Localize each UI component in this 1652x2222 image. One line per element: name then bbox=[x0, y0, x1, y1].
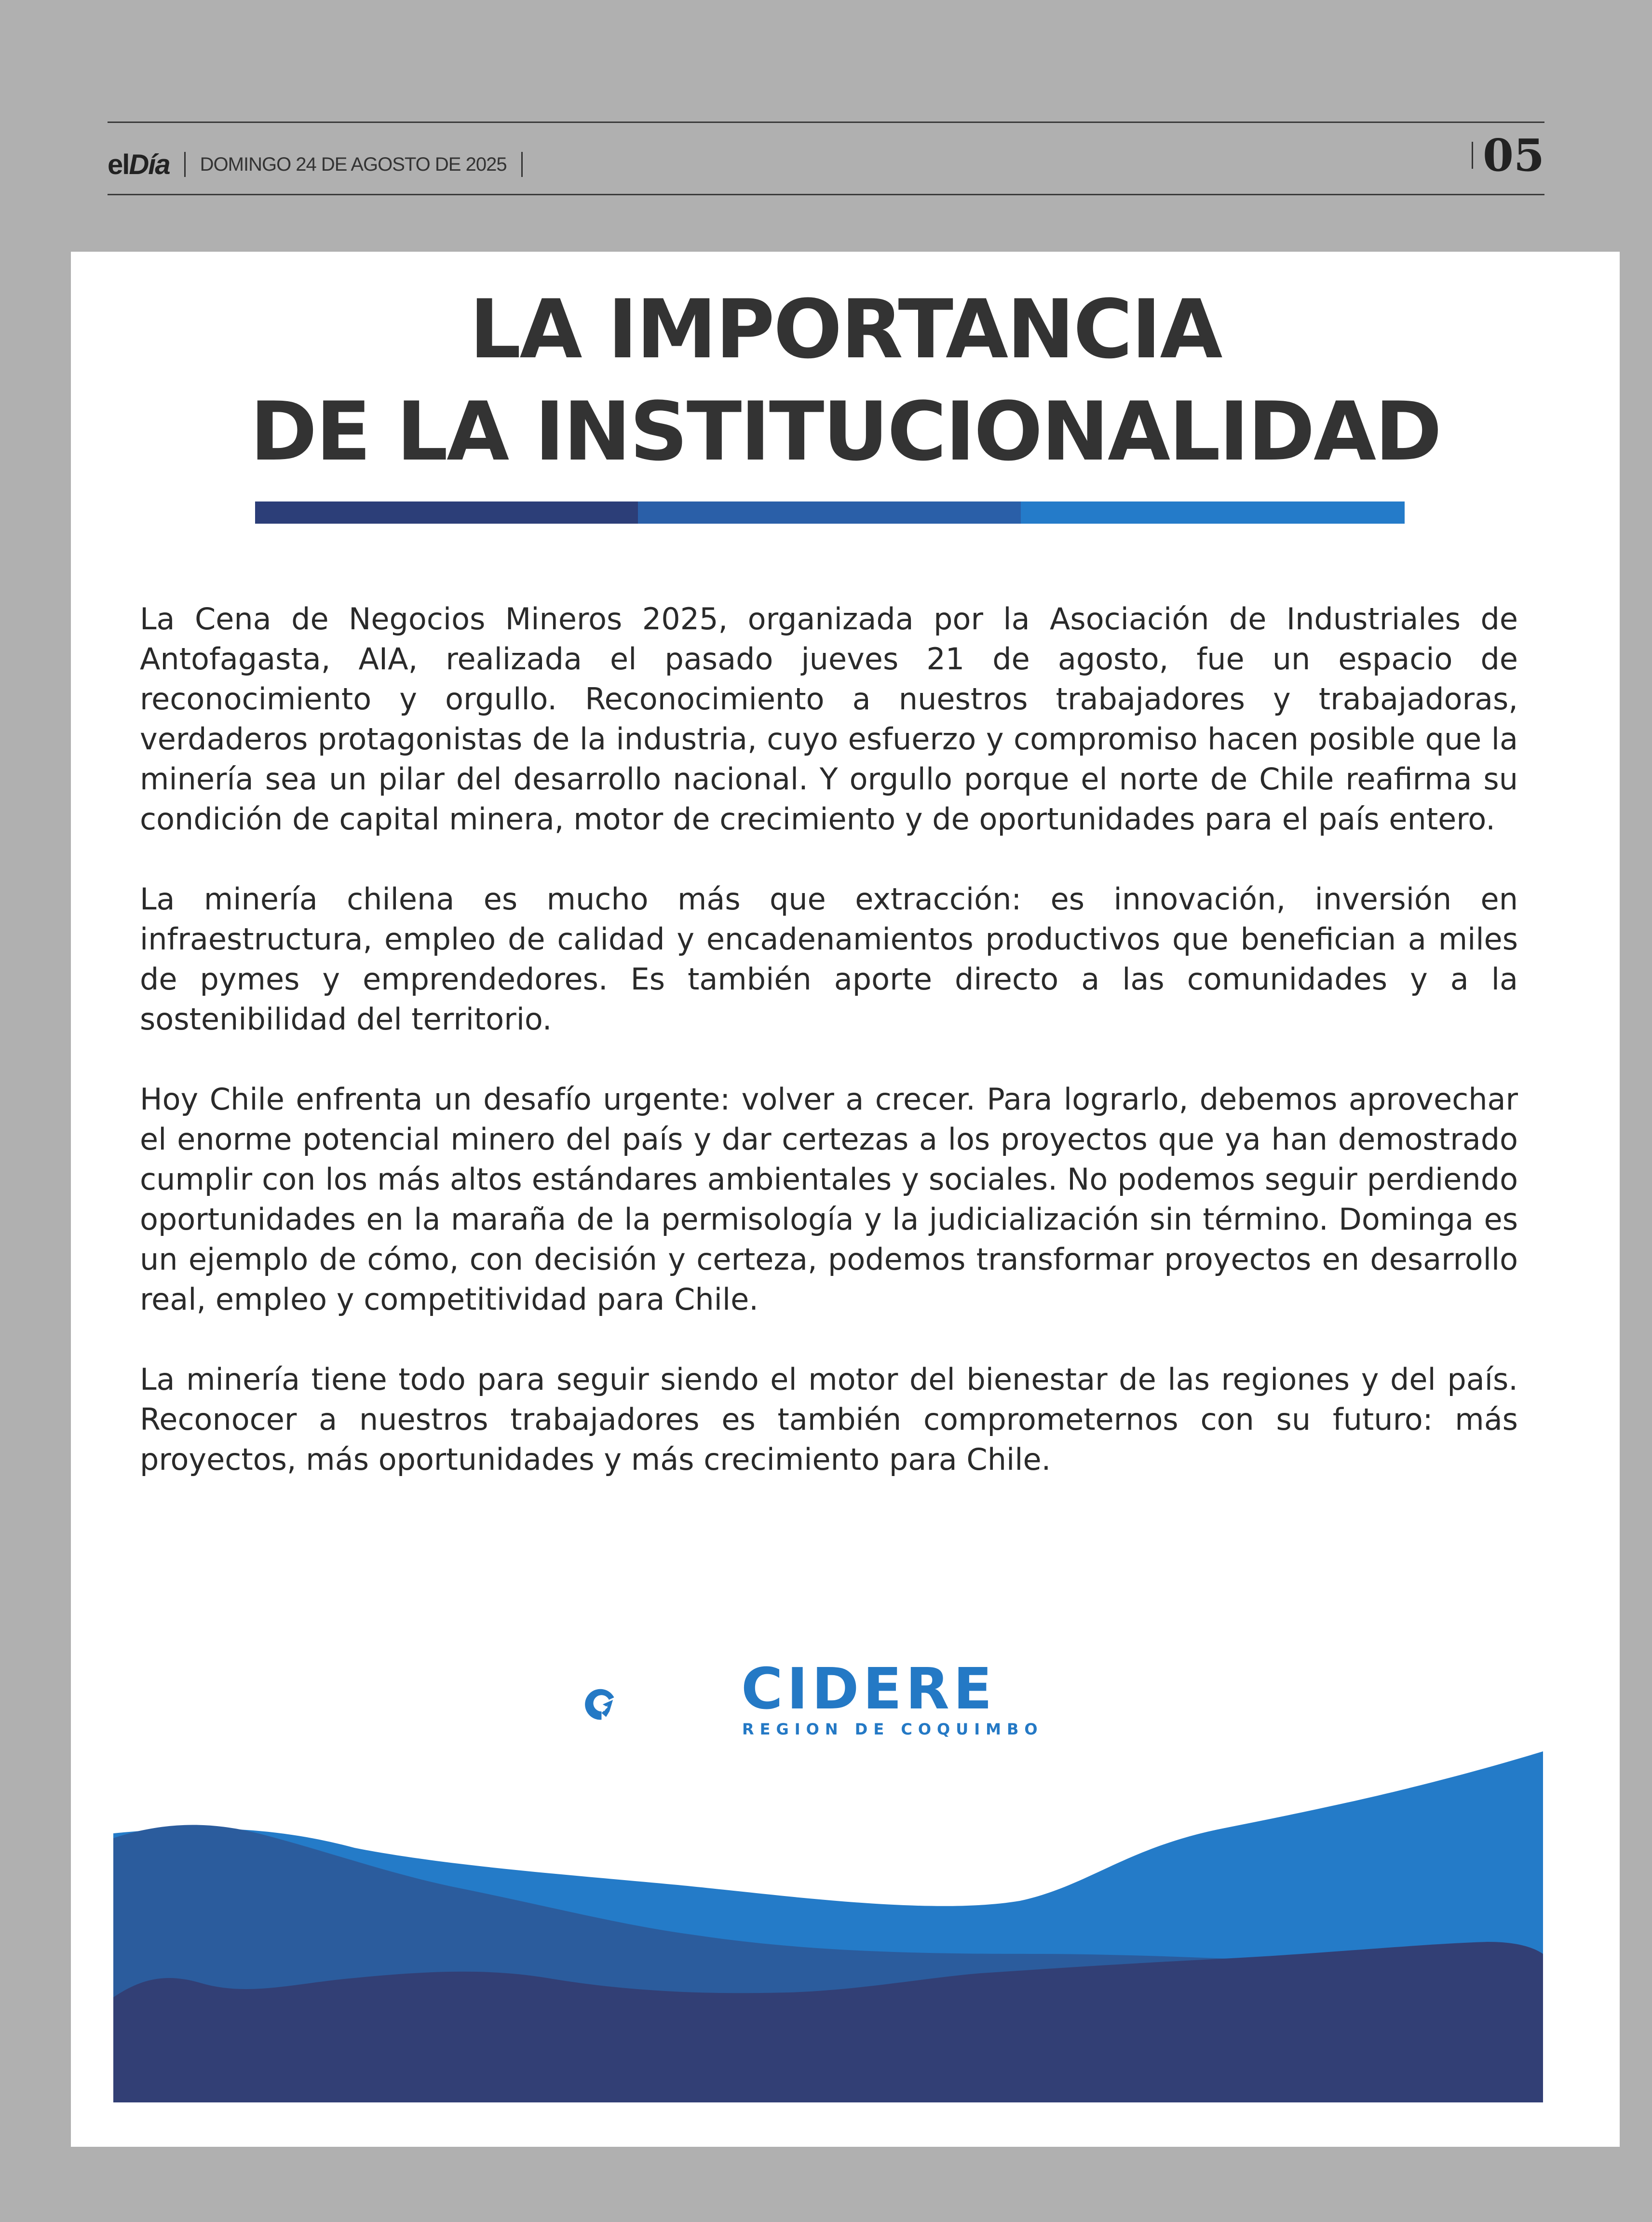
paragraph-1: La Cena de Negocios Mineros 2025, organizada por la Asociación de Industriales de Antofagasta, AIA, realizada el pasado jueves 21 de agosto, fue un espacio de reconocimiento y orgullo. Reconocimiento a nuestros trabajadores y trabajadoras, verdaderos protagonistas de la industria, cuyo esfuerzo y compromiso hacen posible que la minería sea un pilar del desarrollo nacional. Y orgullo porque el norte de Chile reafirma su condición de capital minera, motor de crecimiento y de oportunidades para el país entero. bbox=[140, 601, 1518, 837]
title-line-1: LA IMPORTANCIA bbox=[469, 282, 1221, 377]
masthead-divider-end bbox=[521, 152, 523, 177]
article-title bbox=[71, 278, 1620, 483]
paragraph-2: La minería chilena es mucho más que extracción: es innovación, inversión en infraestructura, empleo de calidad y encadenamientos productivos que benefician a miles de pymes y emprendedores. Es también aporte directo a las comunidades y a la sostenibilidad del territorio. bbox=[140, 881, 1518, 1037]
mountain-waves-graphic bbox=[113, 1751, 1543, 2102]
title-underline-light bbox=[1021, 501, 1405, 524]
masthead bbox=[108, 143, 537, 186]
paragraph-4: La minería tiene todo para seguir siendo el motor del bienestar de las regiones y del país. Reconocer a nuestros trabajadores es también comprometernos con su futuro: más proyectos, más oportunidades y más crecimiento para Chile. bbox=[140, 1362, 1518, 1477]
newspaper-brand bbox=[108, 149, 170, 181]
header-top-rule bbox=[108, 122, 1544, 123]
article-card bbox=[71, 252, 1620, 2147]
masthead-divider bbox=[184, 152, 186, 177]
paragraph-3: Hoy Chile enfrenta un desafío urgente: volver a crecer. Para lograrlo, debemos aprovechar el enorme potencial minero del país y dar certezas a los proyectos que ya han demostrado cumplir con los más altos estándares ambientales y sociales. No podemos seguir perdiendo oportunidades en la maraña de la permisología y la judicialización sin término. Dominga es un ejemplo de cómo, con decisión y certeza, podemos transformar proyectos en desarrollo real, empleo y competitividad para Chile. bbox=[140, 1082, 1518, 1317]
issue-date: DOMINGO 24 DE AGOSTO DE 2025 bbox=[200, 153, 507, 175]
title-underline-mid bbox=[638, 501, 1021, 524]
title-underline-dark bbox=[255, 501, 638, 524]
page-number-divider bbox=[1472, 142, 1473, 169]
page-number bbox=[1472, 126, 1544, 184]
brand-prefix: el bbox=[108, 149, 129, 180]
logo-subtitle: REGION DE COQUIMBO bbox=[742, 1720, 1043, 1738]
logo-wordmark: CIDERE bbox=[741, 1655, 996, 1722]
brand-name: Día bbox=[129, 149, 170, 180]
page-number-value: 05 bbox=[1482, 129, 1544, 181]
title-line-2: DE LA INSTITUCIONALIDAD bbox=[250, 384, 1441, 479]
article-body bbox=[140, 599, 1518, 1519]
header-bottom-rule bbox=[108, 194, 1544, 195]
